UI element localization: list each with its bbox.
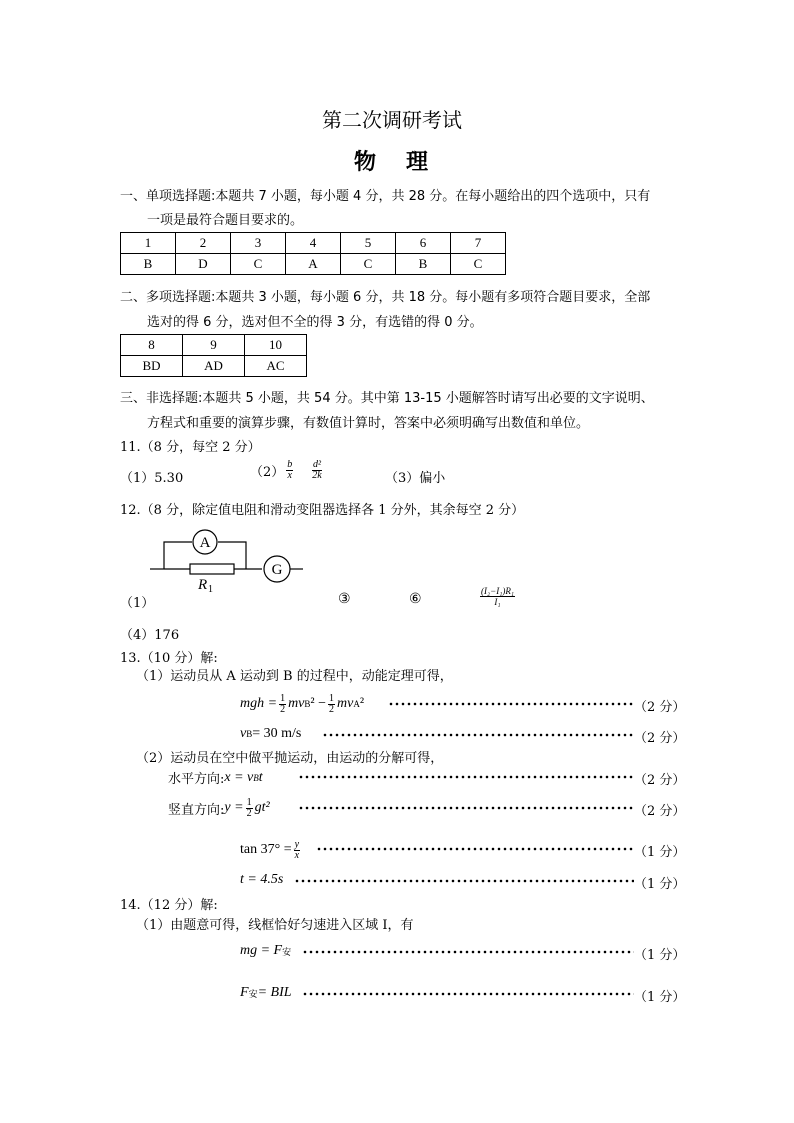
section1-heading: 一、单项选择题:本题共 7 小题，每小题 4 分，共 28 分。在每小题给出的四个选项中，只有 bbox=[120, 189, 651, 204]
dot-leader bbox=[316, 843, 634, 855]
q13-part2: （2）运动员在空中做平抛运动，由运动的分解可得， bbox=[136, 751, 444, 766]
section3-heading-cont: 方程式和重要的演算步骤，有数值计算时，答案中必须明确写出数值和单位。 bbox=[147, 416, 590, 431]
fraction-numerator: b bbox=[287, 459, 293, 470]
table-cell: 5 bbox=[341, 233, 396, 254]
equation-text: t bbox=[258, 769, 263, 785]
table-cell: C bbox=[231, 254, 286, 275]
q11-answer2-label: （2） bbox=[250, 465, 285, 480]
equation-text: ² − bbox=[310, 696, 326, 711]
fraction-denominator: x bbox=[294, 849, 300, 861]
table-row bbox=[121, 254, 506, 275]
q13-equation-4 bbox=[168, 796, 270, 820]
fraction-numerator: 1 bbox=[246, 796, 252, 808]
equation-text: mgh = bbox=[240, 696, 278, 711]
dot-leader bbox=[322, 729, 634, 741]
q11-answer3: （3）偏小 bbox=[385, 471, 446, 486]
q13-equation-3 bbox=[168, 768, 263, 787]
table-cell: 9 bbox=[183, 335, 245, 356]
q11-heading: 11.（8 分，每空 2 分） bbox=[120, 440, 261, 455]
table-cell: C bbox=[341, 254, 396, 275]
q11-fraction-2 bbox=[311, 460, 322, 481]
fraction-numerator: 1 bbox=[280, 692, 286, 704]
fraction-numerator: d² bbox=[313, 459, 321, 470]
q13-equation-5 bbox=[240, 838, 302, 862]
q14-heading: 14.（12 分）解: bbox=[120, 898, 218, 913]
section2-answer-table bbox=[120, 334, 307, 377]
equation-label: 竖直方向: bbox=[168, 802, 225, 818]
dot-leader bbox=[302, 988, 634, 1000]
table-cell: B bbox=[396, 254, 451, 275]
equation-text: F bbox=[240, 985, 249, 1000]
q14-equation-2 bbox=[240, 985, 292, 1001]
resistor-label: R bbox=[198, 577, 208, 593]
q11-answer1 bbox=[120, 467, 183, 486]
fraction bbox=[279, 694, 286, 715]
equation-text: t = 4.5s bbox=[240, 872, 284, 887]
equation-text: mg = F bbox=[240, 943, 283, 958]
equation-subscript: B bbox=[253, 772, 259, 783]
score-label: （1 分） bbox=[634, 948, 686, 963]
equation-text: = BIL bbox=[257, 985, 292, 1000]
q13-equation-6 bbox=[240, 872, 283, 888]
equation-text: y = bbox=[224, 800, 244, 815]
fraction-numerator: (I₂−I₁)R₁ bbox=[481, 586, 514, 596]
score-label: （1 分） bbox=[634, 877, 686, 892]
equation-text: = 30 m/s bbox=[252, 726, 302, 741]
table-cell: 4 bbox=[286, 233, 341, 254]
resistor-subscript: 1 bbox=[208, 584, 213, 595]
score-label: （1 分） bbox=[634, 845, 686, 860]
dot-leader bbox=[298, 771, 634, 783]
q12-heading: 12.（8 分，除定值电阻和滑动变阻器选择各 1 分外，其余每空 2 分） bbox=[120, 503, 525, 518]
galvanometer-label: G bbox=[271, 562, 283, 578]
q13-equation-2 bbox=[240, 726, 301, 742]
circuit-diagram bbox=[150, 526, 310, 596]
equation-text: tan 37° = bbox=[240, 842, 292, 857]
equation-text: gt² bbox=[254, 800, 270, 815]
fraction bbox=[294, 840, 300, 861]
table-cell: 3 bbox=[231, 233, 286, 254]
fraction-numerator: y bbox=[294, 838, 300, 850]
score-label: （2 分） bbox=[634, 700, 686, 715]
equation-text: mv bbox=[337, 696, 354, 711]
equation-subscript: 安 bbox=[282, 947, 292, 958]
table-row bbox=[121, 356, 307, 377]
dot-leader bbox=[302, 946, 634, 958]
q12-answer3: ⑥ bbox=[409, 591, 422, 607]
q13-part1: （1）运动员从 A 运动到 B 的过程中，动能定理可得， bbox=[136, 669, 453, 684]
equation-text: x = v bbox=[224, 769, 254, 785]
table-cell: A bbox=[286, 254, 341, 275]
table-row bbox=[121, 335, 307, 356]
score-label: （2 分） bbox=[634, 731, 686, 746]
table-cell: C bbox=[451, 254, 506, 275]
table-cell: 6 bbox=[396, 233, 451, 254]
q13-equation-1 bbox=[240, 693, 364, 715]
fraction-numerator: 1 bbox=[329, 692, 334, 704]
section2-heading-cont: 选对的得 6 分，选对但不全的得 3 分，有选错的得 0 分。 bbox=[147, 315, 483, 330]
section1-heading-cont: 一项是最符合题目要求的。 bbox=[147, 213, 304, 228]
score-label: （2 分） bbox=[634, 804, 686, 819]
equation-subscript: A bbox=[353, 699, 360, 709]
equation-label: 水平方向: bbox=[168, 772, 225, 787]
table-cell: 7 bbox=[451, 233, 506, 254]
fraction-denominator: 2 bbox=[246, 807, 252, 819]
q11-fraction-1 bbox=[286, 460, 293, 481]
fraction bbox=[480, 586, 515, 607]
equation-subscript: 安 bbox=[248, 989, 258, 1000]
q12-answer-fraction bbox=[478, 586, 517, 607]
table-cell: 1 bbox=[121, 233, 176, 254]
table-row bbox=[121, 233, 506, 254]
subject-title: 物 理 bbox=[354, 150, 433, 175]
equation-subscript: B bbox=[304, 699, 311, 709]
table-cell: 8 bbox=[121, 335, 183, 356]
equation-text: v bbox=[240, 726, 247, 741]
q14-equation-1 bbox=[240, 943, 291, 959]
score-label: （2 分） bbox=[634, 773, 686, 788]
dot-leader bbox=[388, 698, 634, 710]
equation-subscript: B bbox=[246, 729, 253, 739]
fraction bbox=[246, 798, 253, 819]
q11-answer1-label: （1） bbox=[120, 471, 155, 486]
q12-answer1-label: （1） bbox=[120, 596, 155, 611]
q13-heading: 13.（10 分）解: bbox=[120, 651, 218, 666]
ammeter-label: A bbox=[199, 535, 211, 551]
fraction bbox=[328, 694, 335, 715]
exam-title: 第二次调研考试 bbox=[322, 108, 462, 132]
table-cell: 2 bbox=[176, 233, 231, 254]
table-cell: AD bbox=[183, 356, 245, 377]
table-cell: B bbox=[121, 254, 176, 275]
fraction-denominator: x bbox=[287, 470, 292, 481]
section3-heading: 三、非选择题:本题共 5 小题，共 54 分。其中第 13-15 小题解答时请写出必要的文字说明、 bbox=[120, 391, 654, 406]
section2-heading: 二、多项选择题:本题共 3 小题，每小题 6 分，共 18 分。每小题有多项符合题目要求，全部 bbox=[120, 290, 651, 305]
q12-answer2: ③ bbox=[338, 591, 351, 607]
table-cell: 10 bbox=[245, 335, 307, 356]
table-cell: D bbox=[176, 254, 231, 275]
q12-answer4: （4）176 bbox=[120, 628, 180, 643]
fraction-denominator: 2 bbox=[329, 703, 334, 715]
fraction-denominator: 2k bbox=[312, 470, 322, 481]
fraction-denominator: I₁ bbox=[494, 597, 501, 607]
equation-text: ² bbox=[359, 696, 365, 711]
score-label: （1 分） bbox=[634, 990, 686, 1005]
q11-answer1-value: 5.30 bbox=[154, 471, 184, 486]
dot-leader bbox=[298, 802, 634, 814]
q14-part1: （1）由题意可得，线框恰好匀速进入区域 I，有 bbox=[136, 918, 414, 933]
fraction-denominator: 2 bbox=[280, 703, 286, 715]
section1-answer-table bbox=[120, 232, 506, 275]
table-cell: AC bbox=[245, 356, 307, 377]
dot-leader bbox=[294, 875, 634, 887]
table-cell: BD bbox=[121, 356, 183, 377]
q11-answer2 bbox=[250, 460, 325, 481]
equation-text: mv bbox=[288, 696, 305, 711]
